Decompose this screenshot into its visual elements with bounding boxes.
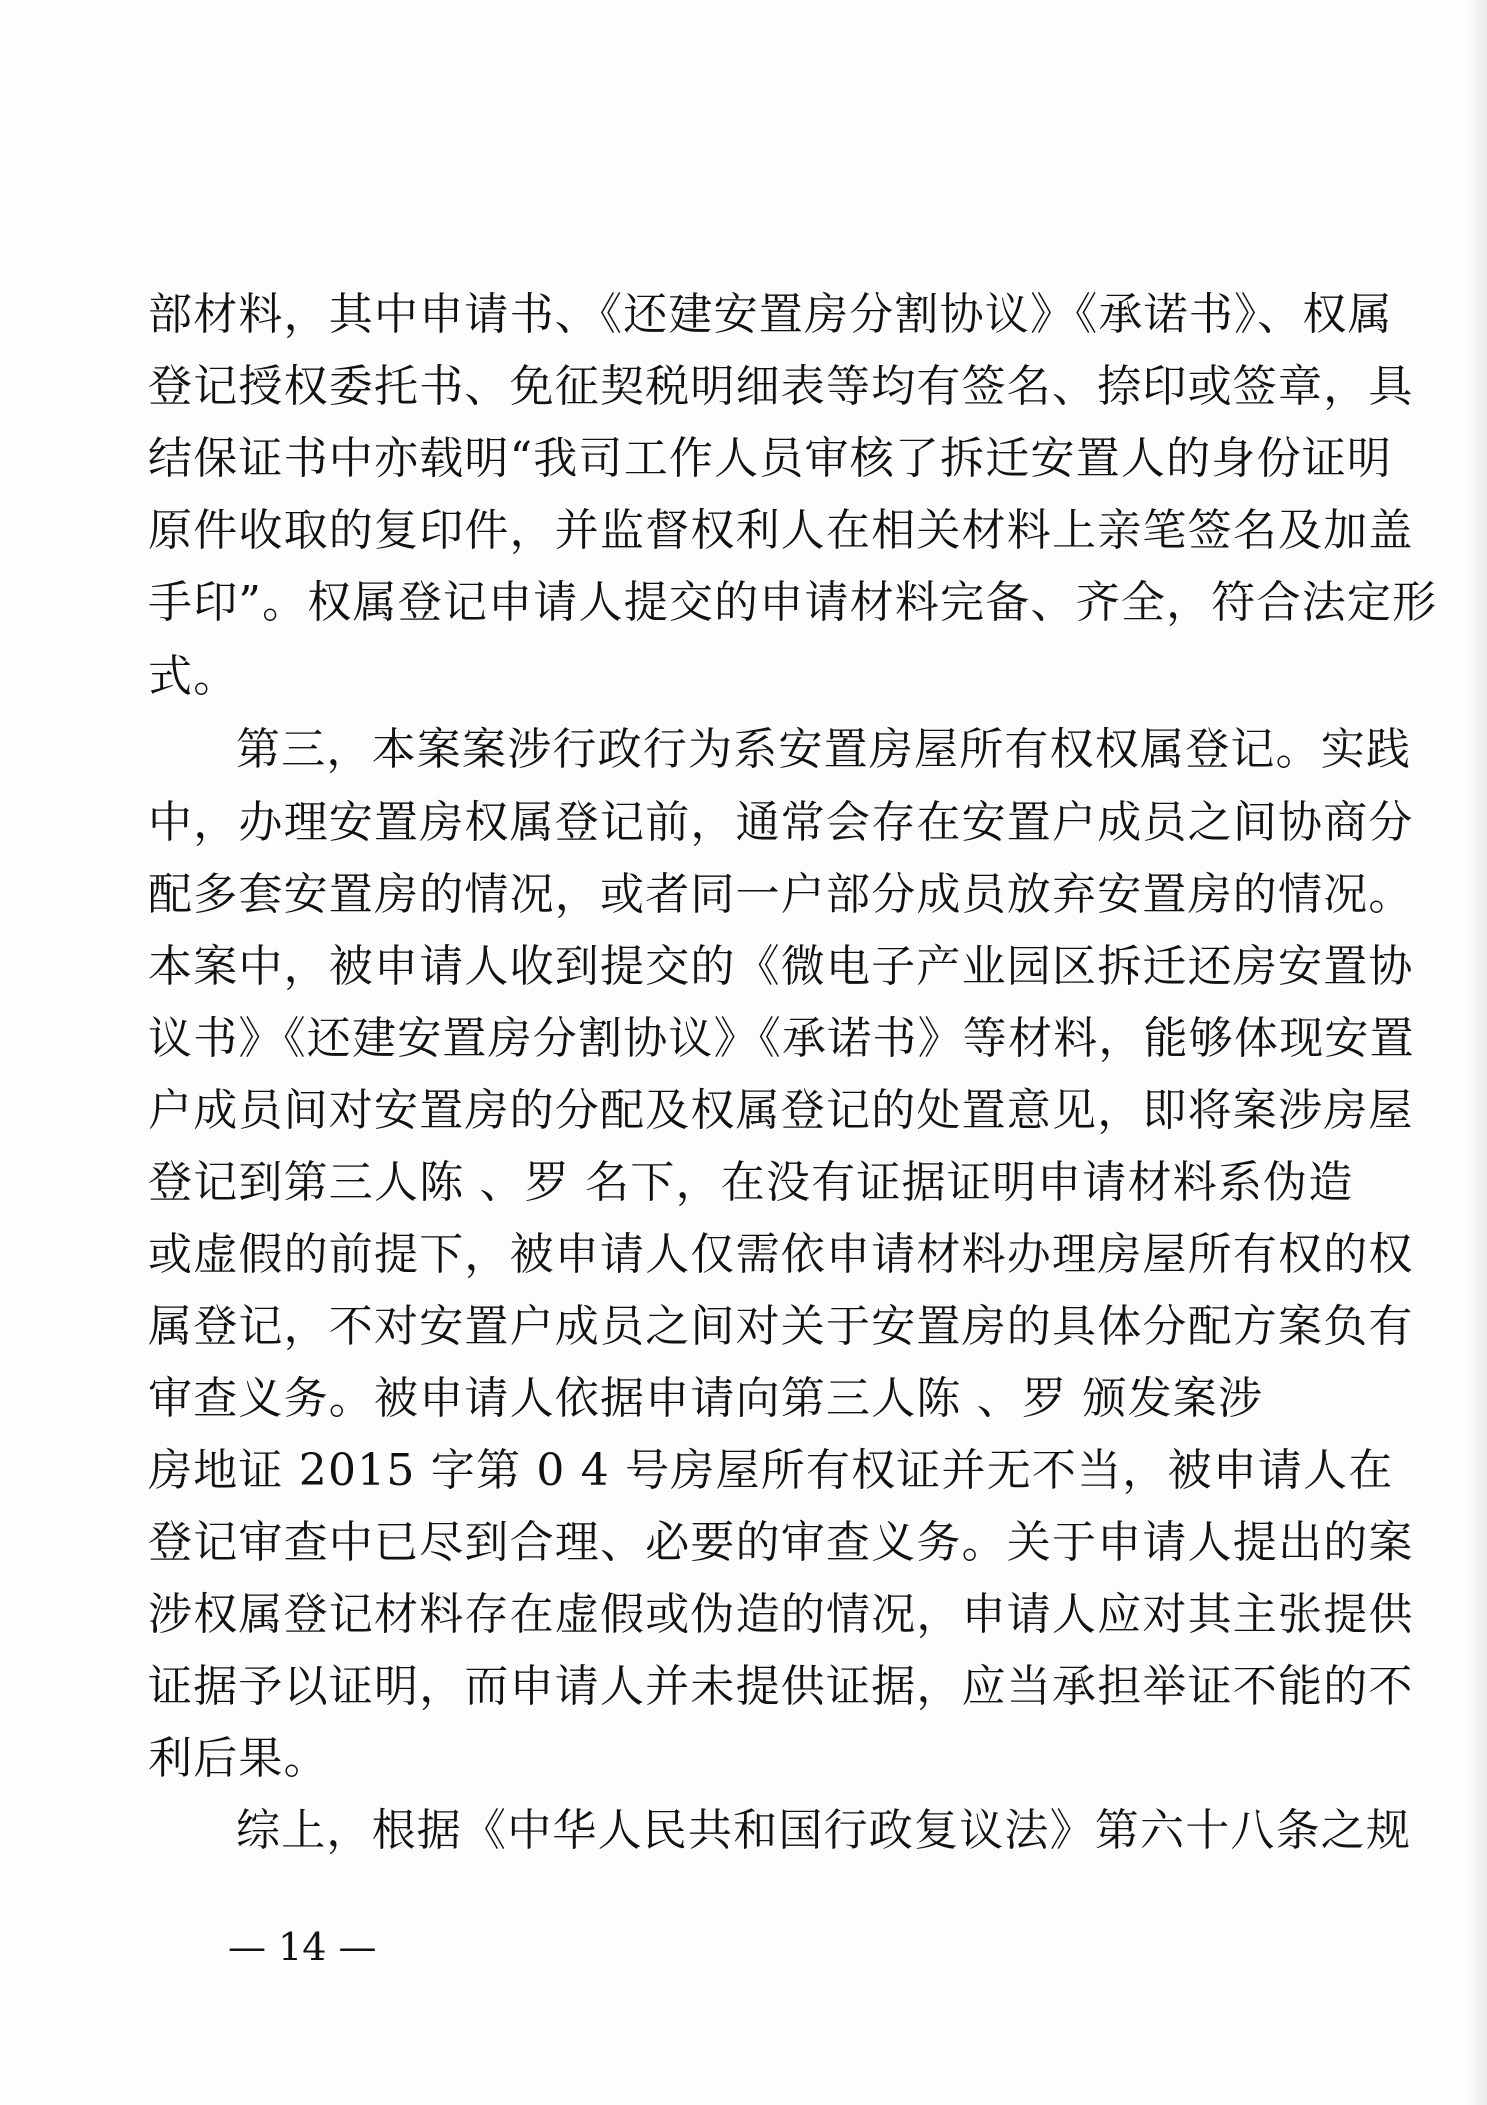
text-line: 本案中，被申请人收到提交的《微电子产业园区拆迁还房安置协 bbox=[148, 941, 1414, 992]
text-line: 中，办理安置房权属登记前，通常会存在安置户成员之间协商分 bbox=[148, 797, 1414, 848]
text-line: 式。 bbox=[148, 651, 239, 702]
text-line: 利后果。 bbox=[148, 1733, 329, 1784]
text-line: 配多套安置房的情况，或者同一户部分成员放弃安置房的情况。 bbox=[148, 869, 1414, 920]
text-line: 房地证 2015 字第 0 4 号房屋所有权证并无不当，被申请人在 bbox=[148, 1445, 1394, 1496]
text-line: 第三，本案案涉行政行为系安置房屋所有权权属登记。实践 bbox=[236, 724, 1412, 775]
text-line: 部材料，其中申请书、《还建安置房分割协议》《承诺书》、权属 bbox=[148, 289, 1393, 340]
text-line: 议书》《还建安置房分割协议》《承诺书》等材料，能够体现安置 bbox=[148, 1013, 1415, 1064]
text-line: 证据予以证明，而申请人并未提供证据，应当承担举证不能的不 bbox=[148, 1661, 1414, 1712]
text-line: 手印”。权属登记申请人提交的申请材料完备、齐全，符合法定形 bbox=[148, 577, 1438, 628]
text-line: 户成员间对安置房的分配及权属登记的处置意见，即将案涉房屋 bbox=[148, 1085, 1414, 1136]
text-line: 审查义务。被申请人依据申请向第三人陈 、罗 颁发案涉 bbox=[148, 1373, 1264, 1424]
text-line: 或虚假的前提下，被申请人仅需依申请材料办理房屋所有权的权 bbox=[148, 1229, 1414, 1280]
text-line: 结保证书中亦载明“我司工作人员审核了拆迁安置人的身份证明 bbox=[148, 433, 1393, 484]
text-line: 登记到第三人陈 、罗 名下，在没有证据证明申请材料系伪造 bbox=[148, 1157, 1354, 1208]
text-line: 原件收取的复印件，并监督权利人在相关材料上亲笔签名及加盖 bbox=[148, 505, 1414, 556]
page-number: — 14 — bbox=[228, 1925, 377, 1969]
text-line: 登记审查中已尽到合理、必要的审查义务。关于申请人提出的案 bbox=[148, 1517, 1414, 1568]
text-line: 涉权属登记材料存在虚假或伪造的情况，申请人应对其主张提供 bbox=[148, 1589, 1414, 1640]
text-line: 综上，根据《中华人民共和国行政复议法》第六十八条之规 bbox=[236, 1805, 1412, 1856]
page-edge-shadow bbox=[1465, 0, 1487, 2105]
text-line: 属登记，不对安置户成员之间对关于安置房的具体分配方案负有 bbox=[148, 1301, 1414, 1352]
text-line: 登记授权委托书、免征契税明细表等均有签名、捺印或签章，具 bbox=[148, 361, 1414, 412]
